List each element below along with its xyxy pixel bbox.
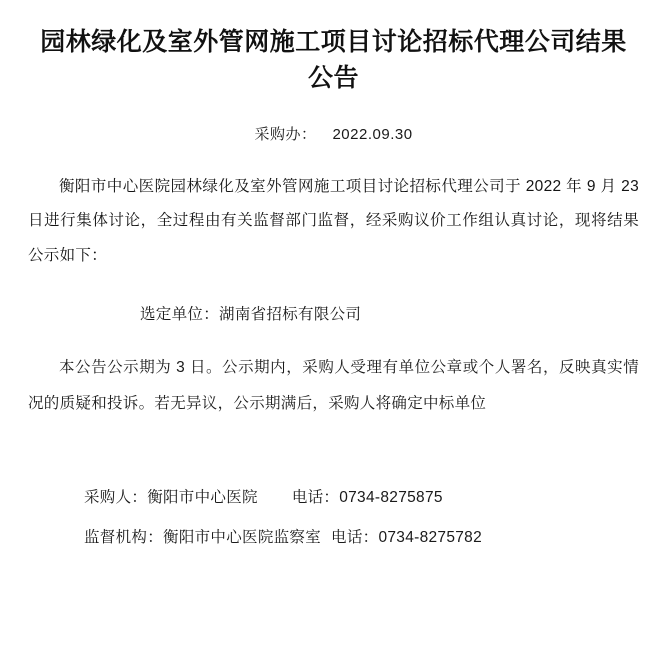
selected-unit-value: 湖南省招标有限公司 xyxy=(219,306,362,324)
paragraph-notice: 本公告公示期为 3 日。公示期内，采购人受理有单位公章或个人署名，反映真实情况的质疑和投诉。若无异议，公示期满后，采购人将确定中标单位 xyxy=(28,359,639,412)
selected-unit-label: 选定单位： xyxy=(140,306,220,324)
body-paragraph-2-block xyxy=(28,350,639,421)
purchaser-label: 采购人： xyxy=(84,488,148,506)
purchaser-phone-value: 0734-8275875 xyxy=(339,488,443,506)
contact-row xyxy=(84,478,639,518)
supervisor-phone-value: 0734-8275782 xyxy=(378,528,483,546)
supervisor-phone-label: 电话： xyxy=(331,528,379,546)
body-paragraph-1-block xyxy=(28,170,639,275)
purchaser-phone-label: 电话： xyxy=(291,488,340,506)
page-title: 园林绿化及室外管网施工项目讨论招标代理公司结果公告 xyxy=(40,28,627,93)
supervisor-label: 监督机构： xyxy=(84,528,164,546)
publish-date: 2022.09.30 xyxy=(332,125,413,143)
selected-unit-row xyxy=(28,298,639,332)
issuer-label: 采购办： xyxy=(254,125,317,143)
contact-row xyxy=(84,518,639,558)
paragraph-intro: 衡阳市中心医院园林绿化及室外管网施工项目讨论招标代理公司于 2022 年 9 月 23 日进行集体讨论，全过程由有关监督部门监督，经采购议价工作组认真讨论，现将结果公示如下： xyxy=(28,177,639,265)
supervisor-value: 衡阳市中心医院监察室 xyxy=(163,528,322,546)
purchaser-value: 衡阳市中心医院 xyxy=(147,488,258,506)
contact-block xyxy=(28,478,639,559)
meta-line xyxy=(28,123,639,144)
